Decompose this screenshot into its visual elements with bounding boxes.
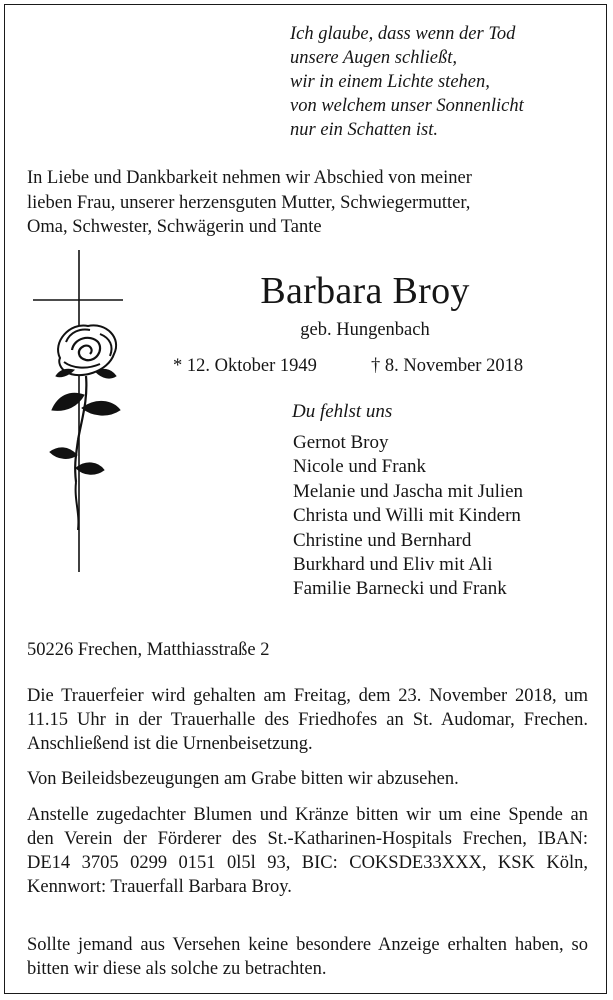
mourners-list xyxy=(293,431,523,602)
birth-date: * 12. Oktober 1949 xyxy=(173,356,317,376)
poem-line: wir in einem Lichte stehen, xyxy=(290,72,490,92)
intro-line: lieben Frau, unserer herzensguten Mutter, Schwiegermutter, xyxy=(27,192,471,213)
rose-icon xyxy=(50,325,120,530)
death-date: † 8. November 2018 xyxy=(371,356,524,376)
mourners-heading: Du fehlst uns xyxy=(292,401,393,422)
mourner-name: Melanie und Jascha mit Julien xyxy=(293,480,524,502)
deceased-name: Barbara Broy xyxy=(260,270,470,312)
mourner-name: Christa und Willi mit Kindern xyxy=(293,505,521,527)
notice-paragraph: Sollte jemand aus Versehen keine besondere Anzeige erhalten haben, so bitten wir diese als solche zu betrachten. xyxy=(27,935,588,979)
mourner-name: Nicole und Frank xyxy=(293,456,426,478)
address: 50226 Frechen, Matthiasstraße 2 xyxy=(27,640,270,660)
cross-and-rose-art xyxy=(30,250,140,610)
condolences-paragraph: Von Beileidsbezeugungen am Grabe bitten wir abzusehen. xyxy=(27,769,459,789)
intro-line: Oma, Schwester, Schwägerin und Tante xyxy=(27,217,322,237)
poem xyxy=(290,22,524,142)
poem-line: Ich glaube, dass wenn der Tod xyxy=(290,24,516,44)
funeral-paragraph: Die Trauerfeier wird gehalten am Freitag, dem 23. November 2018, um 11.15 Uhr in der Trauerhalle des Friedhofes an St. Audomar, Frechen. Anschließend ist die Urnenbeisetzung. xyxy=(27,686,588,754)
mourner-name: Burkhard und Eliv mit Ali xyxy=(293,554,493,576)
maiden-name: geb. Hungenbach xyxy=(300,320,430,340)
mourner-name: Christine und Bernhard xyxy=(293,529,472,551)
poem-line: von welchem unser Sonnenlicht xyxy=(290,96,524,116)
poem-line: nur ein Schatten ist. xyxy=(290,120,438,140)
donation-paragraph: Anstelle zugedachter Blumen und Kränze bitten wir um eine Spende an den Verein der Förderer des St.-Katharinen-Hospitals Frechen, IBAN: DE14 3705 0299 0151 0l5l 93, BIC: COKSDE33XXX, KSK Köln, Kennwort: Trauerfall Barbara Broy. xyxy=(27,805,588,897)
intro-line: In Liebe und Dankbarkeit nehmen wir Abschied von meiner xyxy=(27,168,472,188)
mourner-name: Familie Barnecki und Frank xyxy=(293,578,507,600)
mourner-name: Gernot Broy xyxy=(293,432,389,453)
poem-line: unsere Augen schließt, xyxy=(290,48,457,68)
intro-text xyxy=(27,166,592,240)
